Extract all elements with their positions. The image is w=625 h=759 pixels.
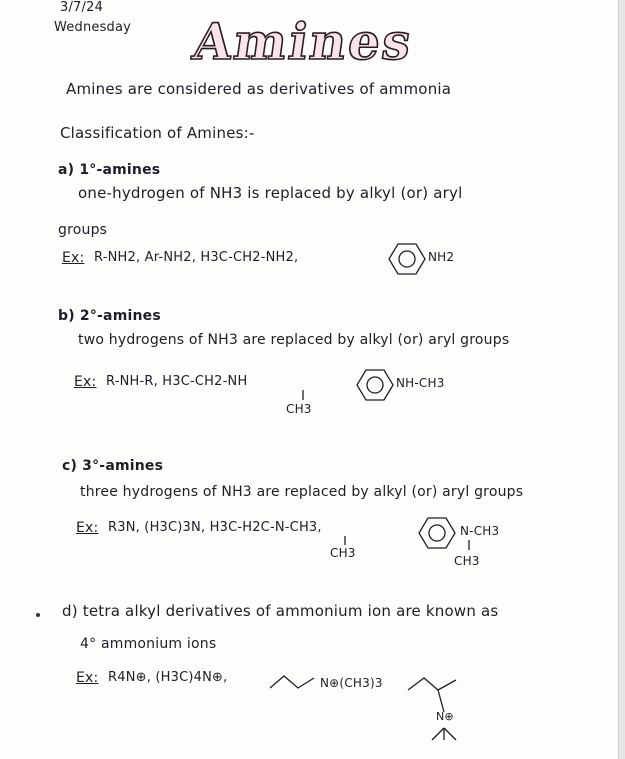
page-edge (618, 0, 625, 759)
bond-line-secondary (300, 390, 306, 402)
skeletal-center-quaternary: N⊕ (436, 710, 454, 723)
skeletal-group-quaternary: N⊕(CH3)3 (320, 676, 383, 690)
section-heading-secondary: b) 2°-amines (58, 308, 161, 324)
skeletal-chain-quaternary (268, 672, 320, 692)
bullet-dot (36, 613, 40, 617)
note-date: 3/7/24 (60, 0, 104, 15)
benzene-ring-secondary (356, 368, 396, 402)
ring-substituent-tertiary: N-CH3 (460, 524, 500, 538)
example-label-quaternary: Ex: (76, 670, 99, 686)
page-title: Amines (189, 12, 417, 71)
examples-tertiary: R3N, (H3C)3N, H3C-H2C-N-CH3, (108, 520, 322, 535)
example-label-tertiary: Ex: (76, 520, 99, 536)
section-description-primary-cont: groups (58, 222, 108, 238)
benzene-ring-tertiary (418, 516, 458, 550)
classification-heading: Classification of Amines:- (60, 124, 255, 142)
bond-line-tertiary (342, 536, 348, 546)
section-description-secondary: two hydrogens of NH3 are replaced by alkyl (or) aryl groups (78, 332, 510, 348)
note-day: Wednesday (54, 20, 132, 35)
branch-tertiary: CH3 (330, 546, 356, 560)
section-description-tertiary: three hydrogens of NH3 are replaced by alkyl (or) aryl groups (80, 484, 524, 500)
ring-branch-tertiary: CH3 (454, 554, 480, 568)
section-heading-quaternary: d) tetra alkyl derivatives of ammonium ion are known as (62, 602, 499, 620)
example-label-primary: Ex: (62, 250, 85, 266)
section-description-quaternary: 4° ammonium ions (80, 636, 217, 652)
ring-substituent-secondary: NH-CH3 (396, 376, 445, 390)
examples-secondary: R-NH-R, H3C-CH2-NH (106, 374, 248, 389)
examples-quaternary: R4N⊕, (H3C)4N⊕, (108, 670, 228, 685)
branch-secondary: CH3 (286, 402, 312, 416)
section-heading-primary: a) 1°-amines (58, 162, 161, 178)
section-heading-tertiary: c) 3°-amines (62, 458, 164, 474)
ring-bond-line-tertiary (466, 540, 472, 552)
example-label-secondary: Ex: (74, 374, 97, 390)
ring-substituent-primary: NH2 (428, 250, 455, 264)
examples-primary: R-NH2, Ar-NH2, H3C-CH2-NH2, (94, 250, 299, 265)
benzene-ring-primary (388, 242, 428, 276)
intro-text: Amines are considered as derivatives of ammonia (66, 80, 452, 98)
section-description-primary: one-hydrogen of NH3 is replaced by alkyl (or) aryl (78, 184, 463, 202)
